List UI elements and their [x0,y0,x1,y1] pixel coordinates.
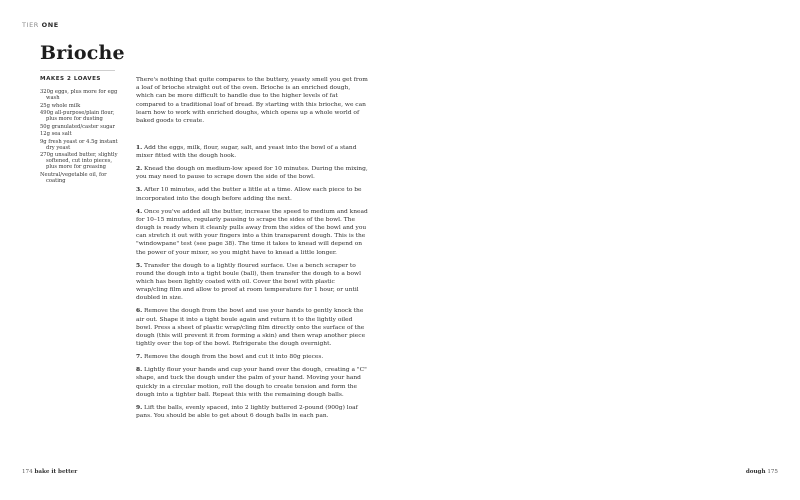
method-step [136,404,368,420]
method-step [136,165,368,181]
step-number: 7. [136,353,143,361]
right-page [400,0,800,500]
ingredient-item: 12g sea salt [40,131,72,138]
step-text: Once you've added all the butter, increase the speed to medium and knead for 10–15 minutes, regularly pausing to scrape the sides of the bowl. The dough is ready when it cleanly pulls away from the sides of the bowl and you can stretch it out with your fingers into a thin transparent dough. This is the "windowpane" test (see page 38). The time it takes to knead will depend on the power of your mixer, so you might have to knead a little longer. [136,208,368,256]
recipe-title: Brioche [40,42,125,64]
method-step [136,262,368,303]
ingredient-item: 25g whole milk [40,102,81,109]
step-number: 9. [136,403,143,411]
step-number: 3. [136,186,143,194]
ingredient-item: 320g eggs, plus more for egg wash [40,89,118,102]
page-number-right: 175 [767,469,778,475]
step-text: Knead the dough on medium-low speed for 10 minutes. During the mixing, you may need to pause to scrape down the side of the bowl. [136,166,368,181]
step-number: 1. [136,144,143,151]
tier-label [22,21,59,29]
step-number: 8. [136,366,143,374]
footer-left [22,469,77,475]
step-text: Remove the dough from the bowl and use your hands to gently knock the air out. Shape it into a tight boule again and return it to the lightly oiled bowl. Press a sheet of plastic wrap/cling film directly onto the surface of the dough (this will prevent it from forming a skin) and then wrap another piece tightly over the top of the bowl. Refrigerate the dough overnight. [136,308,366,348]
ingredient-list [40,89,122,185]
step-text: Lightly flour your hands and cup your hand over the dough, creating a "C" shape, and tuck the dough under the palm of your hand. Moving your hand quickly in a circular motion, roll the dough to create tension and form the dough into a tighter ball. Repeat this with the remaining dough balls. [136,367,367,398]
yield-heading: MAKES 2 LOAVES [40,76,101,82]
method-step [136,353,368,361]
ingredient-item: Neutral/vegetable oil, for coating [40,171,107,184]
method-step [136,208,368,257]
footer-right [746,469,778,475]
ingredient-item: 270g unsalted butter, slightly softened, cut into pieces, plus more for greasing [40,152,118,171]
step-text: After 10 minutes, add the butter a little at a time. Allow each piece to be incorporated into the dough before adding the next. [136,187,362,202]
step-text: Lift the balls, evenly spaced, into 2 lightly buttered 2-pound (900g) loaf pans. You should be able to get about 6 dough balls in each pan. [136,404,358,420]
step-number: 5. [136,261,143,269]
ingredient-item: 50g granulated/caster sugar [40,123,115,130]
page-number-left: 174 [22,469,33,475]
tier-label-text: TIER [22,21,39,29]
step-number: 4. [136,207,143,215]
tier-label-value: ONE [41,21,59,29]
title-divider [40,70,115,71]
method-step [136,307,368,348]
method-step [136,186,368,202]
ingredient-item: 9g fresh yeast or 4.5g instant dry yeast [40,138,118,151]
step-text: Add the eggs, milk, flour, sugar, salt, and yeast into the bowl of a stand mixer fitted with the dough hook. [136,145,357,160]
ingredient-item: 490g all-purpose/plain flour, plus more for dusting [40,110,115,123]
section-title: dough [745,469,766,475]
recipe-intro: There's nothing that quite compares to the buttery, yeasty smell you get from a loaf of brioche straight out of the oven. Brioche is an enriched dough, which can be more difficult to handle due to the higher levels of fat compared to a traditional loaf of bread. By starting with this brioche, we can learn how to work with enriched doughs, which opens up a whole world of baked goods to create. [136,77,368,125]
step-number: 2. [136,165,143,173]
method-steps-left [136,144,368,425]
book-title: bake it better [34,469,78,475]
step-text: Transfer the dough to a lightly floured surface. Use a bench scraper to round the dough into a tight boule (ball), then transfer the dough to a bowl which has been lightly coated with oil. Cover the bowl with plastic wrap/cling film and allow to proof at room temperature for 1 hour, or until doubled in size. [136,262,361,302]
method-step [136,366,368,399]
step-number: 6. [136,307,143,315]
step-text: Remove the dough from the bowl and cut it into 80g pieces. [144,354,324,361]
method-step [136,144,368,160]
